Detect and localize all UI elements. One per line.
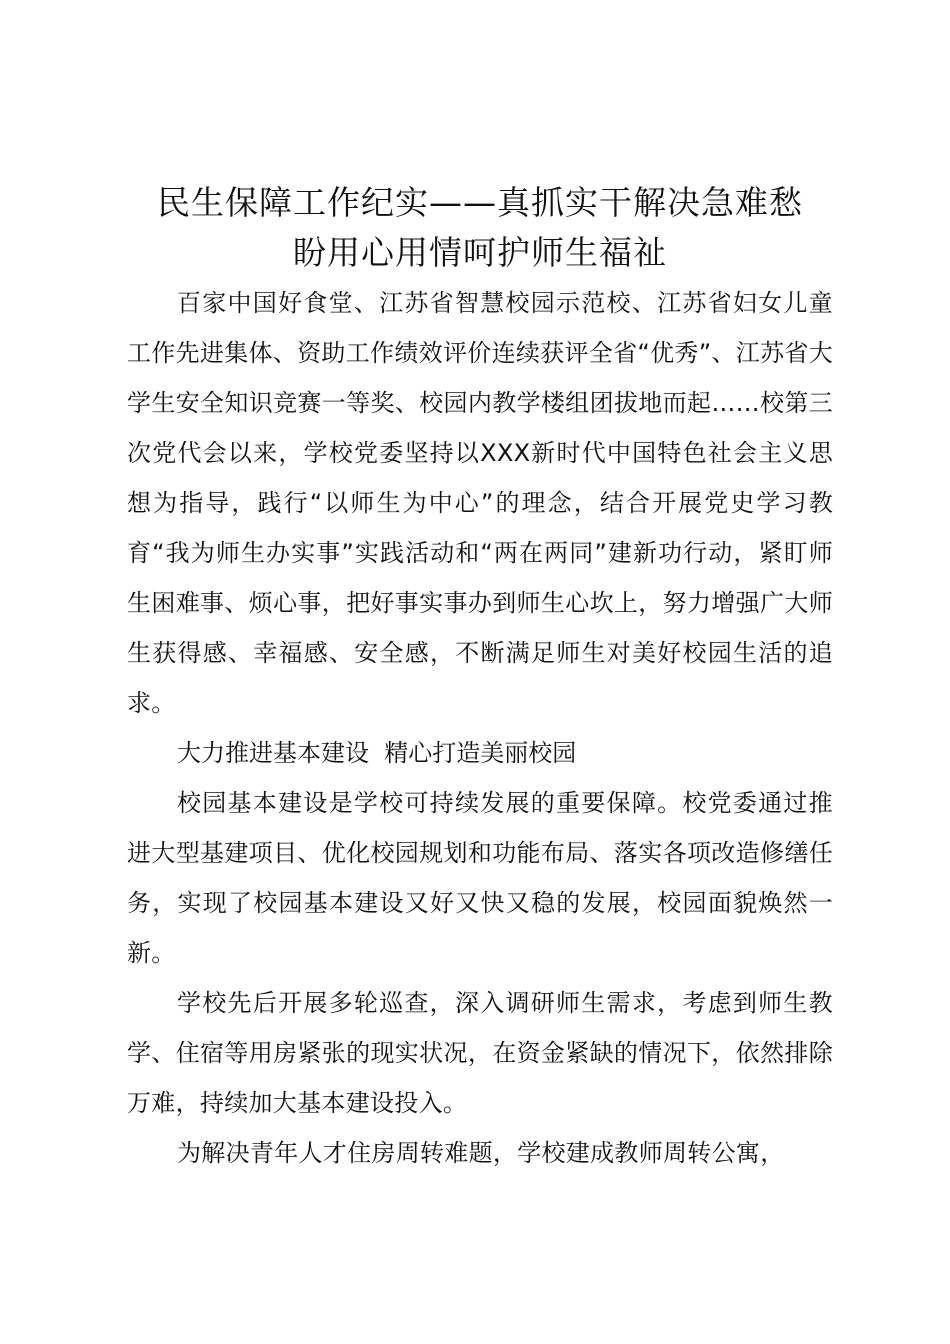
intro-paragraph: 百家中国好食堂、江苏省智慧校园示范校、江苏省妇女儿童工作先进集体、资助工作绩效评价连续获评全省“优秀”、江苏省大学生安全知识竞赛一等奖、校园内教学楼组团拔地而起……校第三次党代会以来，学校党委坚持以XXX新时代中国特色社会主义思想为指导，践行“以师生为中心”的理念，结合开展党史学习教育“我为师生办实事”实践活动和“两在两同”建新功行动，紧盯师生困难事、烦心事，把好事实事办到师生心坎上，努力增强广大师生获得感、幸福感、安全感，不断满足师生对美好校园生活的追求。 — [127, 289, 833, 717]
section-paragraph-3: 为解决青年人才住房周转难题，学校建成教师周转公寓， — [177, 1139, 785, 1167]
document-title — [127, 178, 833, 278]
document-page — [127, 178, 833, 1178]
title-line-2: 盼用心用情呵护师生福祉 — [293, 233, 667, 272]
section-heading: 大力推进基本建设 精心打造美丽校园 — [177, 739, 577, 767]
section-paragraph-2: 学校先后开展多轮巡查，深入调研师生需求，考虑到师生教学、住宿等用房紧张的现实状况，在资金紧缺的情况下，依然排除万难，持续加大基本建设投入。 — [127, 989, 833, 1117]
section-paragraph-1: 校园基本建设是学校可持续发展的重要保障。校党委通过推进大型基建项目、优化校园规划和功能布局、落实各项改造修缮任务，实现了校园基本建设又好又快又稳的发展，校园面貌焕然一新。 — [127, 789, 833, 967]
title-line-1: 民生保障工作纪实——真抓实干解决急难愁 — [157, 183, 803, 222]
